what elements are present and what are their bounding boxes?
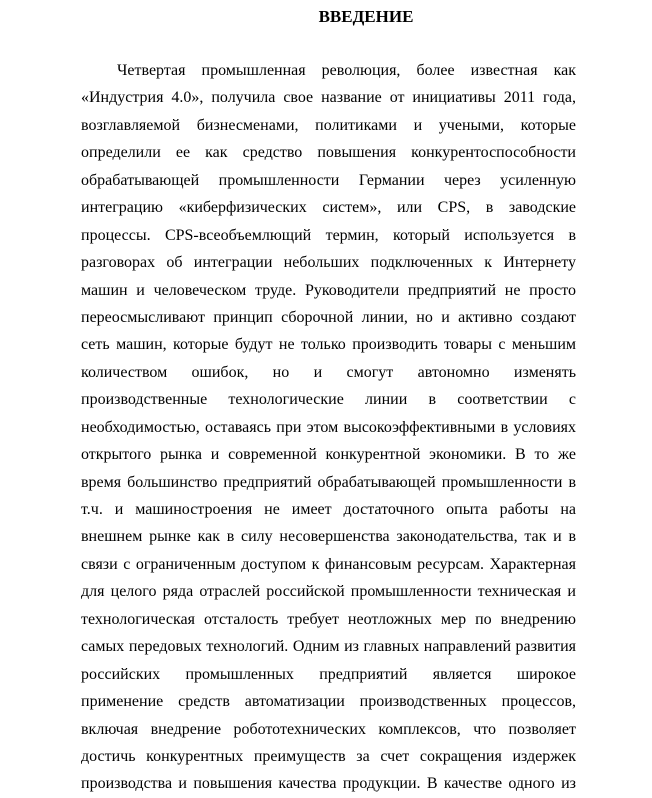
text-line: процессы. CPS-всеобъемлющий термин, который используется в	[81, 226, 576, 244]
text-line: технологическая отсталость требует неотложных мер по внедрению	[81, 610, 576, 628]
text-line: связи с ограниченным доступом к финансовым ресурсам. Характерная	[81, 555, 576, 573]
text-line: внешнем рынке как в силу несовершенства законодательства, так и в	[81, 528, 576, 546]
text-line: необходимостью, оставаясь при этом высокоэффективными в условиях	[81, 418, 576, 436]
text-line: количеством ошибок, но и смогут автономно изменять	[81, 363, 576, 381]
text-line: самых передовых технологий. Одним из главных направлений развития	[81, 638, 576, 656]
text-line: переосмысливают принцип сборочной линии, но и активно создают	[81, 308, 576, 326]
text-line: достичь конкурентных преимуществ за счет сокращения издержек	[81, 747, 576, 765]
text-line: определили ее как средство повышения конкурентоспособности	[81, 144, 576, 162]
text-line: открытого рынка и современной конкурентной экономики. В то же	[81, 446, 576, 464]
text-line: российских промышленных предприятий является широкое	[81, 665, 576, 683]
text-line: возглавляемой бизнесменами, политиками и учеными, которые	[81, 116, 576, 134]
text-line: обрабатывающей промышленности Германии через усиленную	[81, 171, 576, 189]
text-line: т.ч. и машиностроения не имеет достаточного опыта работы на	[81, 501, 576, 518]
text-line: для целого ряда отраслей российской промышленности техническая и	[81, 583, 576, 601]
body-paragraph	[81, 57, 576, 798]
text-line: разговорах об интеграции небольших подключенных к Интернету	[81, 254, 576, 272]
text-line: производства и повышения качества продукции. В качестве одного из	[81, 775, 576, 793]
text-line: интеграцию «киберфизических систем», или CPS, в заводские	[81, 199, 576, 217]
text-line: применение средств автоматизации производственных процессов,	[81, 693, 576, 711]
text-line: время большинство предприятий обрабатывающей промышленности в	[81, 473, 576, 491]
page-title: ВВЕДЕНИЕ	[318, 7, 414, 26]
text-line: машин и человеческом труде. Руководители предприятий не просто	[81, 281, 576, 299]
text-line: Четвертая промышленная революция, более известная как	[117, 62, 576, 79]
text-line: производственные технологические линии в соответствии с	[81, 391, 576, 409]
text-line: сеть машин, которые будут не только производить товары с меньшим	[81, 336, 576, 354]
text-line: включая внедрение робототехнических комплексов, что позволяет	[81, 720, 576, 738]
text-line: «Индустрия 4.0», получила свое название от инициативы 2011 года,	[81, 89, 576, 107]
